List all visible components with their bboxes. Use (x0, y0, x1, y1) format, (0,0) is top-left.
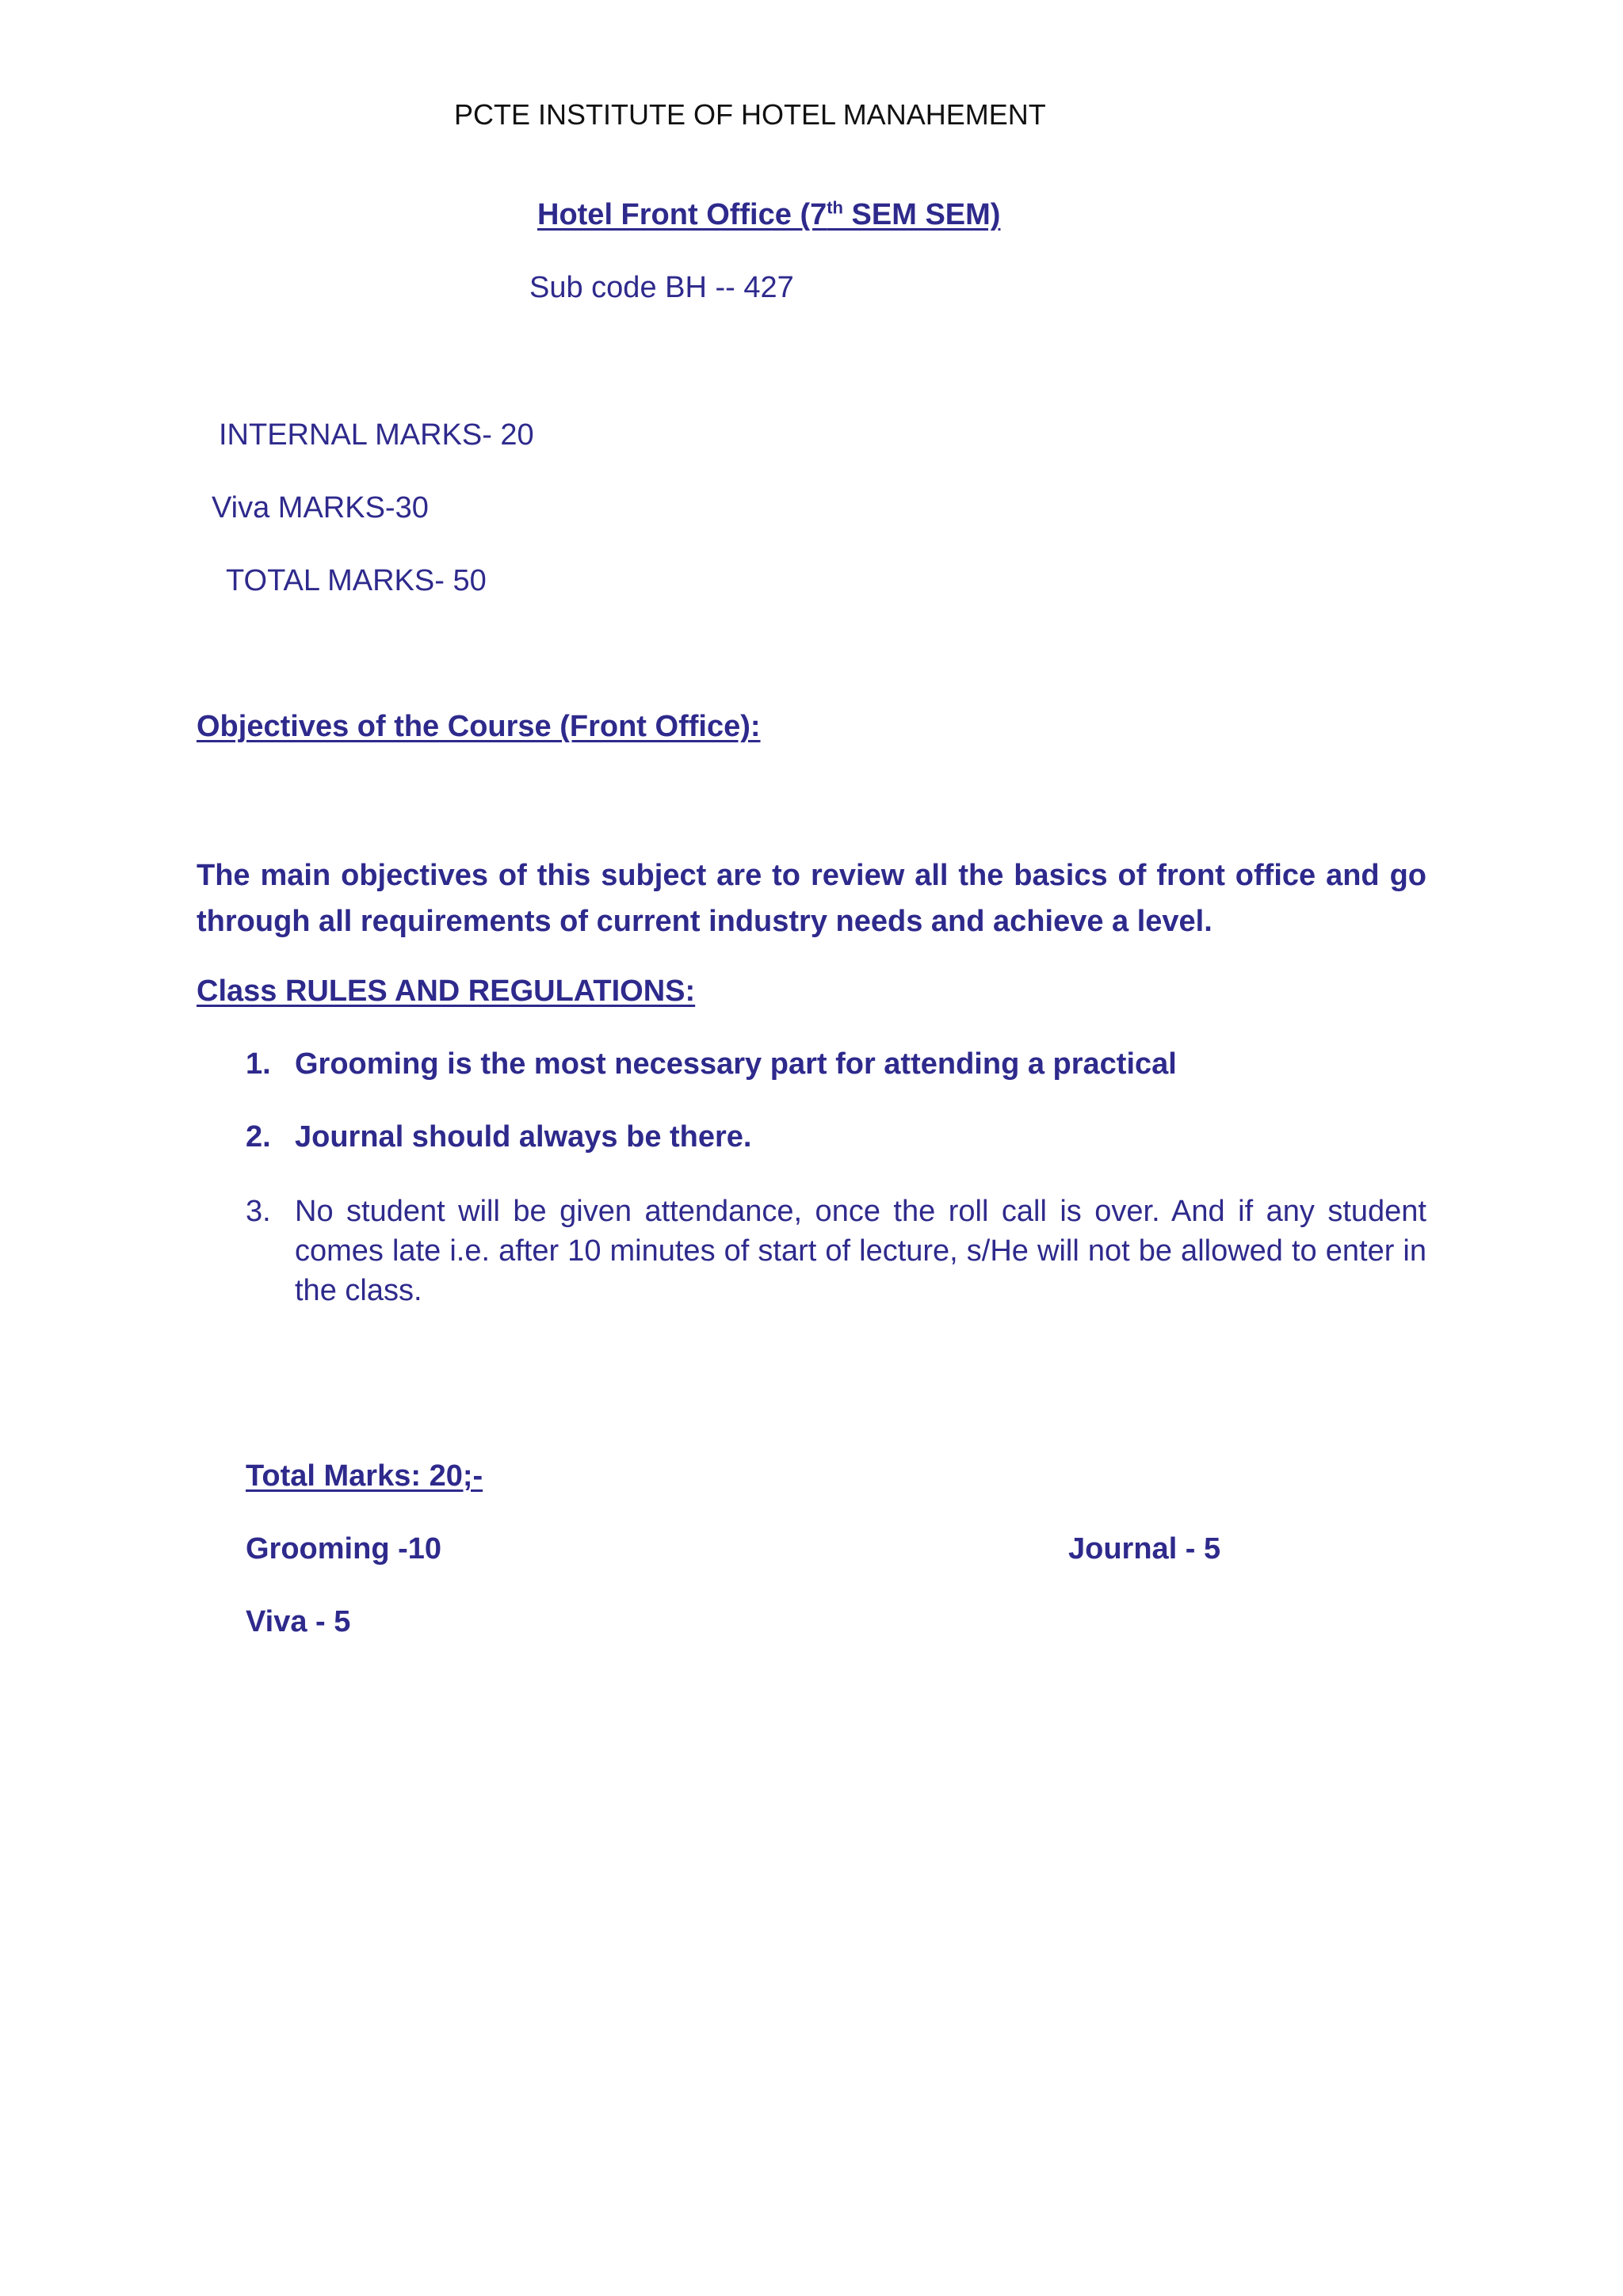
rule-3-text: No student will be given attendance, once the roll call is over. And if any student comes late i.e. after 10 minutes of start of lecture, s/He will not be allowed to enter in the class. (295, 1195, 1426, 1307)
total-marks: TOTAL MARKS- 50 (226, 564, 487, 597)
course-title-sup: th (827, 197, 843, 218)
internal-marks: INTERNAL MARKS- 20 (219, 418, 534, 452)
rule-3-number: 3. (246, 1195, 271, 1228)
grooming-marks: Grooming -10 (246, 1532, 442, 1566)
rule-1-text: Grooming is the most necessary part for attending a practical (295, 1047, 1177, 1081)
course-title-suffix: SEM SEM) (843, 198, 1001, 231)
objectives-heading: Objectives of the Course (Front Office): (197, 710, 761, 743)
objectives-paragraph: The main objectives of this subject are to review all the basics of front office and go through all requirements of current industry needs and achieve a level. (197, 859, 1426, 938)
rule-1-number: 1. (246, 1047, 271, 1081)
course-title-prefix: Hotel Front Office (7 (537, 198, 827, 231)
sub-code: Sub code BH -- 427 (529, 271, 794, 304)
breakdown-heading: Total Marks: 20;- (246, 1459, 483, 1493)
rules-heading: Class RULES AND REGULATIONS: (197, 974, 696, 1008)
rule-2-number: 2. (246, 1120, 271, 1154)
rule-2-text: Journal should always be there. (295, 1120, 752, 1154)
institute-name: PCTE INSTITUTE OF HOTEL MANAHEMENT (454, 98, 1046, 131)
course-title (537, 198, 1000, 232)
viva-marks: Viva MARKS-30 (212, 491, 429, 524)
journal-marks: Journal - 5 (1068, 1532, 1221, 1566)
viva-breakdown-marks: Viva - 5 (246, 1605, 351, 1638)
